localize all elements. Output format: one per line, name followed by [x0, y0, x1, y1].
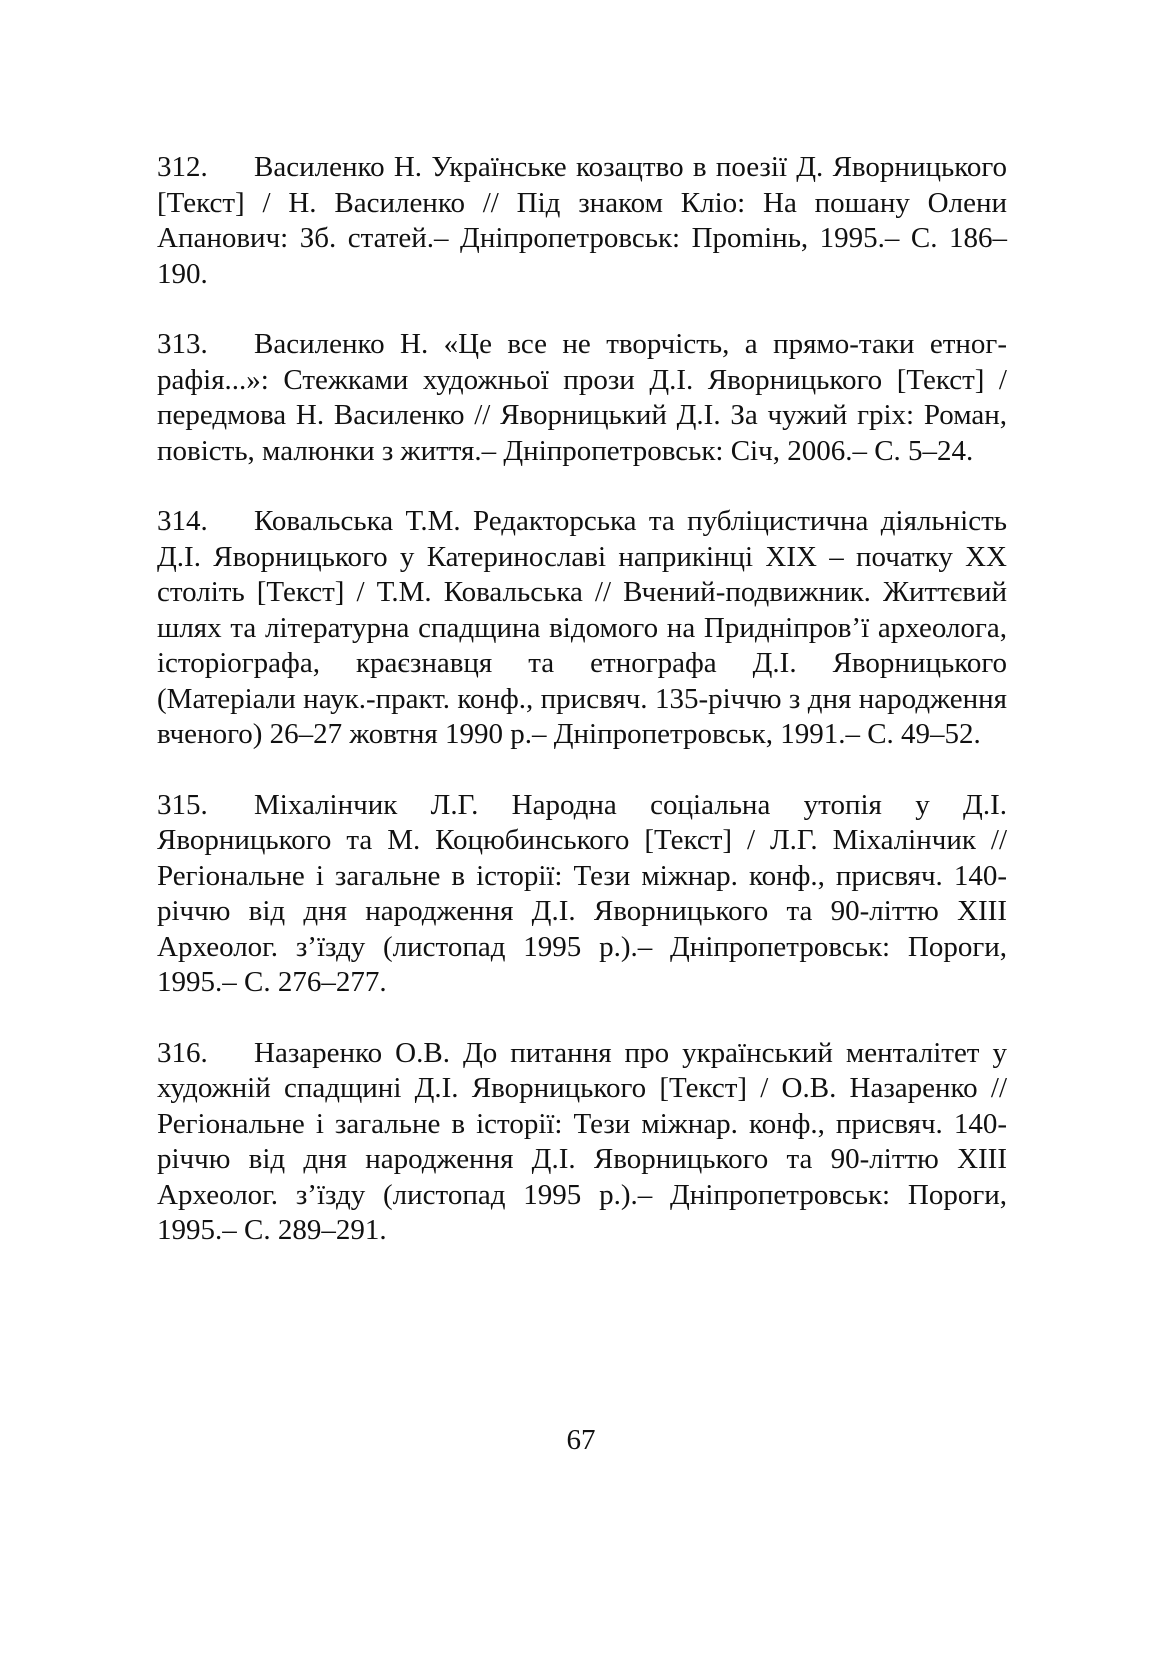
entry-text: Ковальська Т.М. Редакторська та публіцистична діяльність Д.І. Яворницького у Катеринославі наприкінці ХІХ – початку ХХ століть [Текст] / Т.М. Ковальська // Вчений-подвижник. Життєвий шлях та літературна спадщина відомого на Придніпров’ї археолога, історіографа, краєзнавця та етнографа Д.І. Яворницького (Матеріали наук.-практ. конф., присвяч. 135-річчю з дня народження вченого) 26–27 жовтня 1990 р.– Дніпропетровськ, 1991.– С. 49–52.	[157, 505, 1007, 750]
entry-number: 315.	[157, 788, 208, 821]
bibliography-page	[157, 150, 1007, 1284]
entry-text: Міхалінчик Л.Г. Народна соціальна утопія у Д.І. Яворницького та М. Коцюбинського [Текст] / Л.Г. Міхалінчик // Регіональне і загальне в історії: Тези міжнар. конф., присвяч. 140-річчю від дня народження Д.І. Яворницького та 90-літтю ХІІІ Археолог. з’їзду (листопад 1995 р.).– Дніпропетровськ: Пороги, 1995.– С. 276–277.	[157, 788, 1007, 998]
entry-text: Назаренко О.В. До питання про український менталітет у художній спадщині Д.І. Яворницького [Текст] / О.В. Назаренко // Регіональне і загальне в історії: Тези міжнар. конф., присвяч. 140-річчю від дня народження Д.І. Яворницького та 90-літтю ХІІІ Археолог. з’їзду (листопад 1995 р.).– Дніпропетровськ: Пороги, 1995.– С. 289–291.	[157, 1036, 1007, 1246]
entry-number: 316.	[157, 1036, 208, 1069]
bibliography-entry-313	[157, 327, 1007, 469]
entry-number: 314.	[157, 505, 208, 537]
entry-number: 312.	[157, 151, 208, 183]
bibliography-entry-315	[157, 788, 1007, 1001]
bibliography-entry-316	[157, 1036, 1007, 1249]
bibliography-entry-312	[157, 150, 1007, 292]
entry-number: 313.	[157, 328, 208, 360]
page-number: 67	[566, 1424, 596, 1456]
entry-text: Василенко Н. Українське козацтво в поезії Д. Яворницького [Текст] / Н. Василенко // Під знаком Кліо: На пошану Олени Апанович: Зб. статей.– Дніпропетровськ: Проmінь, 1995.– С. 186–190.	[157, 151, 1007, 290]
entry-text: Василенко Н. «Це все не творчість, а прямо-таки етнографія...»: Стежками художньої прози Д.І. Яворницького [Текст] / передмова Н. Василенко // Яворницький Д.І. За чужий гріх: Роман, повість, малюнки з життя.– Дніпропетровськ: Січ, 2006.– С. 5–24.	[157, 328, 1007, 467]
bibliography-entry-314	[157, 504, 1007, 753]
